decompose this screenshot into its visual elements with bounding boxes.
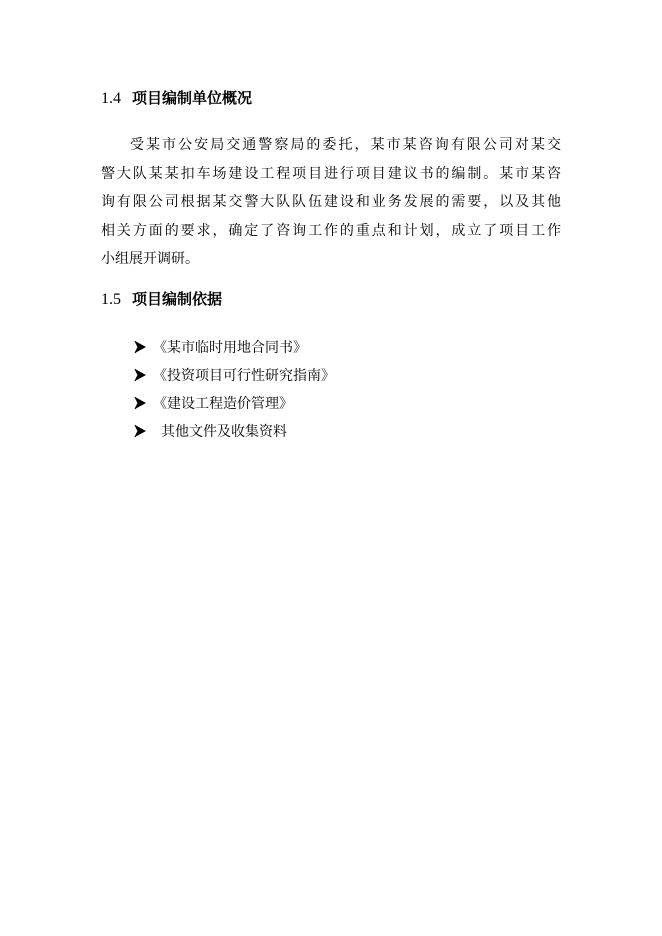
basis-list — [133, 337, 335, 449]
section-number: 1.5 — [101, 291, 121, 308]
list-item-text: 《某市临时用地合同书》 — [153, 340, 307, 356]
arrow-bullet-icon — [133, 396, 147, 410]
paragraph-line: 受某市公安局交通警察局的委托，某市某咨询有限公司对某交 — [130, 137, 561, 153]
paragraph-line: 警大队某某扣车场建设工程项目进行项目建议书的编制。某市某咨 — [101, 165, 561, 182]
paragraph-line: 询有限公司根据某交警大队队伍建设和业务发展的需要，以及其他 — [101, 194, 561, 210]
list-item — [133, 393, 335, 421]
list-item — [133, 365, 335, 393]
arrow-bullet-icon — [133, 368, 147, 382]
arrow-bullet-icon — [133, 340, 147, 354]
list-item-text: 其他文件及收集资料 — [161, 424, 287, 440]
section-heading-1-4 — [101, 88, 252, 109]
section-number: 1.4 — [101, 90, 121, 107]
section-heading-1-5 — [101, 289, 222, 310]
arrow-bullet-icon — [133, 424, 147, 438]
paragraph-line: 小组展开调研。 — [101, 251, 199, 267]
section-1-4-paragraph — [101, 131, 561, 274]
section-title: 项目编制单位概况 — [132, 89, 253, 107]
list-item-text: 《投资项目可行性研究指南》 — [153, 368, 335, 384]
list-item — [133, 421, 335, 449]
list-item-text: 《建设工程造价管理》 — [153, 396, 293, 412]
section-title: 项目编制依据 — [132, 290, 223, 308]
paragraph-line: 相关方面的要求，确定了咨询工作的重点和计划，成立了项目工作 — [101, 222, 561, 239]
list-item — [133, 337, 335, 365]
